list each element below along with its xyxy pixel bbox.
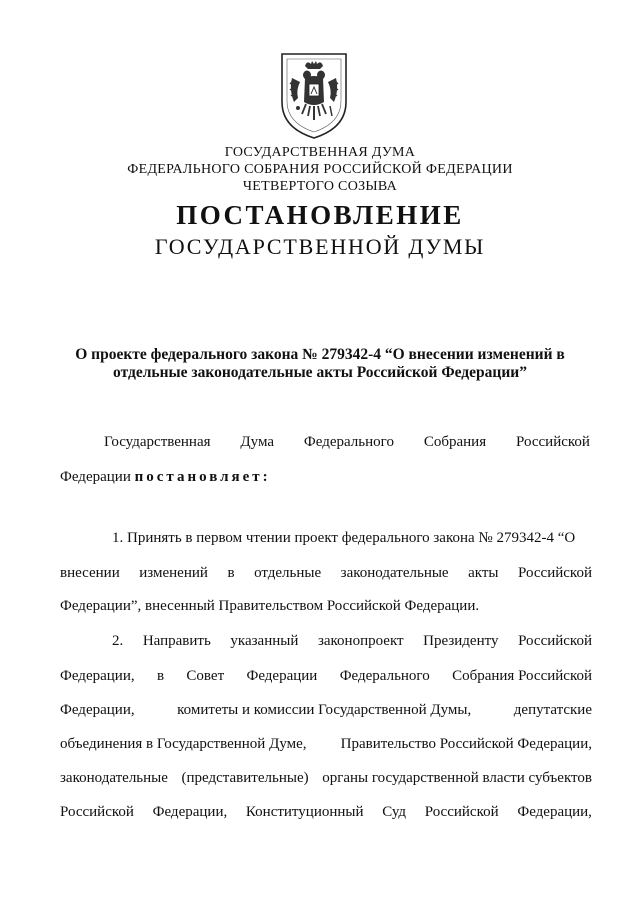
word: законодательные — [60, 770, 168, 786]
preamble-prefix: Федерации — [60, 469, 131, 485]
item1-line-3: Федерации”, внесенный Правительством Российской Федерации. — [60, 598, 480, 614]
word: законопроект — [317, 633, 404, 649]
word: Российской — [60, 804, 134, 820]
document-title: ПОСТАНОВЛЕНИЕ — [176, 200, 464, 230]
coat-of-arms-emblem — [276, 50, 352, 140]
word: Российской — [518, 633, 592, 649]
word: Правительство Российской Федерации, — [340, 736, 592, 752]
item2-line-3 — [60, 702, 592, 719]
word: Федерации, — [517, 804, 592, 820]
word: Государственная — [104, 434, 211, 450]
resolution-subject — [60, 346, 580, 382]
word: Суд — [382, 804, 407, 820]
word: Собрания Российской — [452, 668, 592, 684]
item2-line-6 — [60, 804, 592, 821]
word: изменений — [139, 565, 208, 581]
word: Собрания — [423, 434, 487, 450]
word: в — [227, 565, 235, 581]
word: указанный — [230, 633, 299, 649]
word: Федерального — [303, 434, 394, 450]
header-line-convocation: ЧЕТВЕРТОГО СОЗЫВА — [242, 179, 398, 194]
word: Дума — [240, 434, 275, 450]
word: законодательные — [340, 565, 449, 581]
document-subtitle: ГОСУДАРСТВЕННОЙ ДУМЫ — [154, 234, 486, 259]
word: Президенту — [423, 633, 499, 649]
word: органы государственной власти субъектов — [322, 770, 592, 786]
word: (представительные) — [181, 770, 309, 786]
word: депутатские — [513, 702, 592, 718]
word: внесении — [60, 565, 120, 581]
word: Российской — [518, 565, 592, 581]
word: 2. — [112, 633, 124, 649]
word: Федерации, — [60, 702, 135, 718]
item2-line-4 — [60, 736, 592, 753]
word: Федерального — [339, 668, 430, 684]
item1-line-2 — [60, 565, 592, 582]
word: Российской — [516, 434, 590, 450]
word: Российской — [424, 804, 499, 820]
word: Направить — [142, 633, 211, 649]
word: комитеты и комиссии Государственной Думы, — [177, 702, 472, 718]
word: акты — [468, 565, 499, 581]
word: Конституционный — [245, 804, 364, 820]
word: Федерации — [246, 668, 318, 684]
header-line-duma: ГОСУДАРСТВЕННАЯ ДУМА — [224, 145, 416, 160]
item1-line-1: 1. Принять в первом чтении проект федерального закона № 279342-4 “О — [112, 530, 576, 546]
item2-line-1 — [112, 633, 592, 650]
word: Федерации, — [152, 804, 228, 820]
word: объединения в Государственной Думе, — [60, 736, 307, 752]
subject-line-1: О проекте федерального закона № 279342-4 “О внесении изменений в — [75, 346, 565, 363]
issuing-body-header — [0, 144, 640, 195]
item2-line-5 — [60, 770, 592, 787]
item2-line-2 — [60, 668, 592, 685]
preamble-line-1 — [104, 434, 590, 451]
header-line-assembly: ФЕДЕРАЛЬНОГО СОБРАНИЯ РОССИЙСКОЙ ФЕДЕРАЦИИ — [127, 162, 513, 177]
word: Совет — [186, 668, 225, 684]
word: отдельные — [254, 565, 322, 581]
subject-line-2: отдельные законодательные акты Российской Федерации” — [113, 364, 527, 381]
preamble-line-2 — [60, 469, 592, 486]
word: в — [156, 668, 165, 684]
preamble-verb: постановляет: — [134, 469, 271, 485]
word: Федерации, — [60, 668, 135, 684]
